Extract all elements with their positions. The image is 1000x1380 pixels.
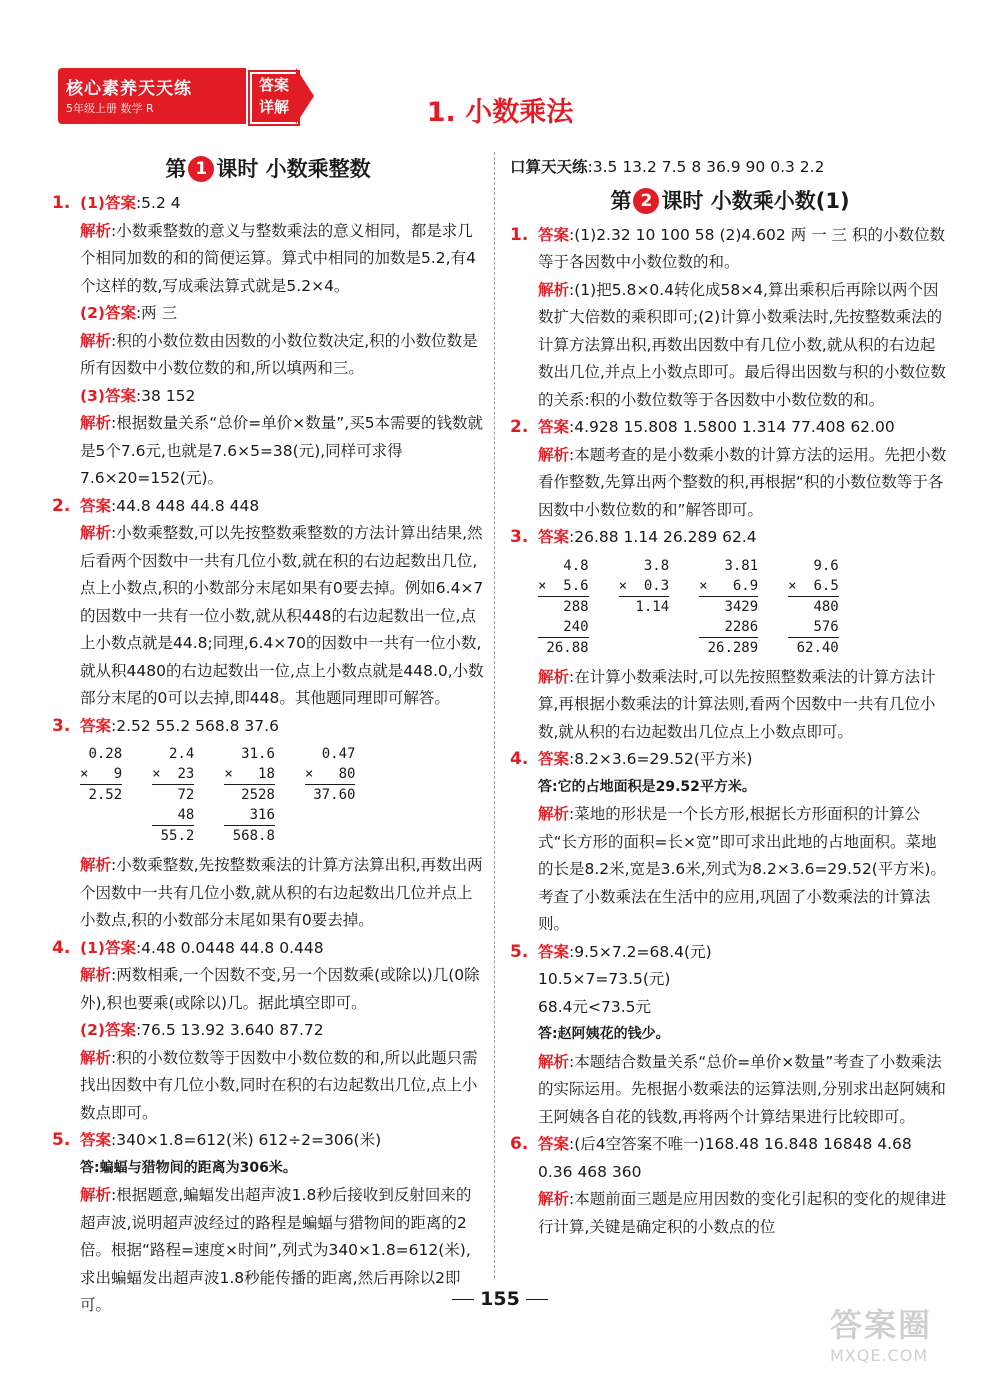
explanation-text: :小数乘整数的意义与整数乘法的意义相同，都是求几个相同加数的和的简便运算。算式中相同的加数是5.2,有4个这样的数,写成乘法算式就是5.2×4。 xyxy=(80,221,476,295)
question-number: 4. xyxy=(52,937,71,958)
answer-statement: 答:它的占地面积是29.52平方米。 xyxy=(538,778,756,795)
question-1 xyxy=(52,190,484,493)
oral-practice xyxy=(510,154,950,182)
column-divider xyxy=(494,152,495,1278)
answer-text: :2.52 55.2 568.8 37.6 xyxy=(111,716,279,735)
explanation-text: :根据题意,蝙蝠发出超声波1.8秒后接收到反射回来的超声波,说明超声波经过的路程是蝙蝠与猎物间的距离的2倍。根据“路程=速度×时间”,列式为340×1.8=612(米),求出蝙蝠发出超声波1.8秒能传播的距离,然后再除以2即可。 xyxy=(80,1186,472,1314)
vertical-calc xyxy=(619,556,670,658)
answer-line: 68.4元<73.5元 xyxy=(538,997,652,1016)
brand-title: 核心素养天天练 xyxy=(66,79,192,99)
calc-line: 48 xyxy=(177,807,195,823)
answer-label: 答案 xyxy=(80,716,112,735)
question-number: 5. xyxy=(510,941,529,962)
watermark-url: MXQE.COM xyxy=(830,1346,929,1365)
explanation-label: 解析 xyxy=(80,221,112,240)
answer-label: 答案 xyxy=(538,942,570,961)
lesson-prefix: 第 xyxy=(610,188,632,213)
question-5 xyxy=(510,939,950,1132)
explanation-label: 解析 xyxy=(538,445,570,464)
brand-subtitle: 5年级上册 数学 R xyxy=(66,102,154,115)
calc-line: 37.60 xyxy=(305,784,356,805)
answer-text: :(后4空答案不唯一)168.48 16.848 16848 4.68 0.36 468 360 xyxy=(538,1135,912,1181)
calc-line: 576 xyxy=(813,618,839,635)
question-number: 3. xyxy=(52,715,71,736)
vertical-calc xyxy=(80,744,122,846)
explanation-text: :两数相乘,一个因数不变,另一个因数乘(或除以)几(0除外),积也要乘(或除以)几。据此填空即可。 xyxy=(80,966,480,1012)
calc-line: 4.8 xyxy=(563,557,589,574)
explanation-label: 解析 xyxy=(538,280,570,299)
lesson-number-badge: 2 xyxy=(633,188,659,214)
answer-label: 答案 xyxy=(80,496,112,515)
watermark-text: 答案圈 xyxy=(830,1306,933,1344)
answer-text: :340×1.8=612(米) 612÷2=306(米) xyxy=(111,1131,382,1149)
page-number-dash xyxy=(526,1299,548,1300)
answer-label: 答案 xyxy=(538,750,570,768)
vertical-calculations xyxy=(80,744,484,846)
explanation-text: :菜地的形状是一个长方形,根据长方形面积的计算公式“长方形的面积=长×宽”即可求出此地的占地面积。菜地的长是8.2米,宽是3.6米,列式为8.2×3.6=29.52(平方米)。考查了小数乘法在生活中的应用,巩固了小数乘法的计算法则。 xyxy=(538,805,946,933)
lesson-title: 课时 小数乘小数(1) xyxy=(661,188,850,213)
calc-line: 316 xyxy=(249,807,275,823)
answer-text: :44.8 448 44.8 448 xyxy=(111,496,260,515)
explanation-label: 解析 xyxy=(80,856,112,874)
oral-practice-label: 口算天天练 xyxy=(510,158,588,176)
calc-line: 0.28 xyxy=(88,746,123,762)
calc-line: 480 xyxy=(788,596,839,617)
calc-line: × 23 xyxy=(152,766,195,782)
explanation-label: 解析 xyxy=(538,1052,570,1071)
answer-text: :4.48 0.0448 44.8 0.448 xyxy=(135,938,324,957)
explanation-label: 解析 xyxy=(80,1186,112,1204)
explanation-text: :根据数量关系“总价=单价×数量”,买5本需要的钱数就是5个7.6元,也就是7.6×5=38(元),同样可求得7.6×20=152(元)。 xyxy=(80,414,484,487)
calc-line: 0.47 xyxy=(321,746,356,762)
vertical-calc xyxy=(152,744,194,846)
explanation-label: 解析 xyxy=(538,805,570,823)
explanation-label: 解析 xyxy=(80,331,112,350)
answer-label: (2)答案 xyxy=(80,1021,136,1039)
lesson-heading-1 xyxy=(52,152,484,186)
explanation-label: 解析 xyxy=(80,1048,112,1067)
explanation-text: :在计算小数乘法时,可以先按照整数乘法的计算方法计算,再根据小数乘法的计算法则,看两个因数中一共有几位小数,就从积的右边起数出几位点上小数点即可。 xyxy=(538,667,936,741)
answer-label: (2)答案 xyxy=(80,304,136,322)
answer-text: :两 三 xyxy=(135,304,178,322)
calc-line: × 6.9 xyxy=(699,577,759,594)
explanation-text: :小数乘整数,可以先按整数乘整数的方法计算出结果,然后看两个因数中一共有几位小数,就在积的右边起数出几位,点上小数点,积的小数部分末尾如果有0要去掉。例如6.4×7的因数中一共有一位小数,就从积448的右边起数出一位,点上小数点就是44.8;同理,6.4×70的因数中一共有一位小数,就从积4480的右边起数出一位,点上小数点就是448.0,小数部分末尾的0可以去掉,即448。其他题同理即可解答。 xyxy=(80,524,484,707)
explanation-text: :本题考查的是小数乘小数的计算方法的运用。先把小数看作整数,先算出两个整数的积,再根据“积的小数位数等于各因数中小数位数的和”解答即可。 xyxy=(538,445,947,519)
watermark-logo xyxy=(830,1300,980,1370)
answer-label: 答案 xyxy=(538,225,570,244)
right-column xyxy=(510,154,950,1241)
page-number-text: 155 xyxy=(480,1288,520,1310)
question-6 xyxy=(510,1131,950,1241)
question-number: 1. xyxy=(52,193,71,213)
answer-label: (1)答案 xyxy=(80,938,136,957)
explanation-text: :本题结合数量关系“总价=单价×数量”考查了小数乘法的实际运用。先根据小数乘法的运算法则,分别求出赵阿姨和王阿姨各自花的钱数,再将两个计算结果进行比较即可。 xyxy=(538,1052,946,1126)
vertical-calc xyxy=(224,744,275,846)
calc-line: 3.8 xyxy=(643,557,670,574)
calc-line: 2528 xyxy=(224,784,275,805)
answer-label: (1)答案 xyxy=(80,194,136,212)
answer-text: :(1)2.32 10 100 58 (2)4.602 两 一 三 积的小数位数等于各因数中小数位数的和。 xyxy=(538,225,945,271)
oral-practice-answers: :3.5 13.2 7.5 8 36.9 90 0.3 2.2 xyxy=(587,158,825,176)
calc-line: 31.6 xyxy=(241,746,275,762)
answer-label: 答案 xyxy=(538,1135,570,1153)
vertical-calc xyxy=(305,744,356,846)
explanation-text: :小数乘整数,先按整数乘法的计算方法算出积,再数出两个因数中一共有几位小数,就从积的右边起数出几位并点上小数点,积的小数部分末尾如果有0要去掉。 xyxy=(80,856,483,929)
answer-label: (3)答案 xyxy=(80,386,136,405)
vertical-calculations xyxy=(538,556,950,658)
question-4 xyxy=(52,935,484,1128)
vertical-calc xyxy=(788,556,839,658)
section-title: 1. 小数乘法 xyxy=(426,97,574,128)
answer-text: :38 152 xyxy=(135,386,196,405)
calc-line: 26.289 xyxy=(699,637,758,658)
brand-tag: 答案详解 xyxy=(250,72,298,124)
question-3 xyxy=(52,713,484,935)
vertical-calc xyxy=(699,556,758,658)
calc-line: 72 xyxy=(152,784,194,805)
answer-text: :76.5 13.92 3.640 87.72 xyxy=(135,1021,324,1039)
question-1 xyxy=(510,222,950,415)
explanation-text: :积的小数位数等于因数中小数位数的和,所以此题只需找出因数中有几位小数,同时在积的右边起数出几位,点上小数点即可。 xyxy=(80,1048,478,1122)
explanation-text: :(1)把5.8×0.4转化成58×4,算出乘积后再除以两个因数扩大倍数的乘积即可;(2)计算小数乘法时,先按整数乘法的计算方法算出积,再数出因数中有几位小数,就从积的右边起数出几位,并点上小数点即可。最后得出因数与积的小数位数的关系:积的小数位数等于各因数中小数位数的和。 xyxy=(538,280,946,409)
calc-line: × 80 xyxy=(304,766,356,782)
calc-line: 2.52 xyxy=(80,784,122,805)
calc-line: 2.4 xyxy=(169,746,195,762)
calc-line: × 0.3 xyxy=(618,577,670,594)
answer-statement: 答:蝙蝠与猎物间的距离为306米。 xyxy=(80,1159,297,1176)
answer-text: :8.2×3.6=29.52(平方米) xyxy=(569,750,753,768)
question-number: 4. xyxy=(510,749,529,769)
lesson-title: 课时 小数乘整数 xyxy=(216,157,371,181)
calc-line: 55.2 xyxy=(152,825,194,846)
calc-line: × 18 xyxy=(224,766,275,782)
question-number: 6. xyxy=(510,1134,529,1154)
calc-line: 2286 xyxy=(724,618,759,635)
answer-line: 10.5×7=73.5(元) xyxy=(538,970,671,988)
question-2 xyxy=(52,493,484,713)
calc-line: 568.8 xyxy=(224,825,275,846)
calc-line: 240 xyxy=(563,618,589,635)
explanation-text: :积的小数位数由因数的小数位数决定,积的小数位数是所有因数中小数位数的和,所以填两和三。 xyxy=(80,331,478,377)
explanation-label: 解析 xyxy=(80,414,112,432)
answer-label: 答案 xyxy=(80,1131,112,1149)
page-number-dash xyxy=(452,1299,474,1300)
answer-text: :26.88 1.14 26.289 62.4 xyxy=(569,528,757,546)
calc-line: 288 xyxy=(538,596,589,617)
explanation-label: 解析 xyxy=(80,966,112,984)
lesson-prefix: 第 xyxy=(165,157,187,181)
explanation-label: 解析 xyxy=(538,1190,570,1208)
lesson-number-badge: 1 xyxy=(188,156,214,182)
answer-statement: 答:赵阿姨花的钱少。 xyxy=(538,1026,670,1042)
question-number: 2. xyxy=(52,495,71,516)
calc-line: × 6.5 xyxy=(788,577,839,594)
answer-text: :5.2 4 xyxy=(135,194,181,212)
calc-line: 3429 xyxy=(699,596,758,617)
explanation-text: :本题前面三题是应用因数的变化引起积的变化的规律进行计算,关键是确定积的小数点的位 xyxy=(538,1190,947,1236)
calc-line: 62.40 xyxy=(788,637,839,658)
answer-text: :4.928 15.808 1.5800 1.314 77.408 62.00 xyxy=(569,418,895,436)
calc-line: 3.81 xyxy=(724,557,759,574)
answer-text: :9.5×7.2=68.4(元) xyxy=(569,942,712,961)
question-2 xyxy=(510,414,950,524)
question-4 xyxy=(510,746,950,939)
answer-label: 答案 xyxy=(538,418,570,436)
left-column xyxy=(52,150,484,1320)
question-number: 5. xyxy=(52,1130,71,1150)
question-number: 2. xyxy=(510,417,529,437)
explanation-label: 解析 xyxy=(538,667,570,686)
question-number: 3. xyxy=(510,527,529,547)
answer-label: 答案 xyxy=(538,528,570,546)
vertical-calc xyxy=(538,556,589,658)
calc-line: × 5.6 xyxy=(538,577,589,594)
calc-line: 26.88 xyxy=(538,637,589,658)
calc-line: 9.6 xyxy=(813,557,839,574)
question-3 xyxy=(510,524,950,746)
lesson-heading-2 xyxy=(510,184,950,218)
calc-line: × 9 xyxy=(80,766,123,782)
question-number: 1. xyxy=(510,224,529,245)
calc-line: 1.14 xyxy=(619,596,670,617)
explanation-label: 解析 xyxy=(80,524,112,542)
